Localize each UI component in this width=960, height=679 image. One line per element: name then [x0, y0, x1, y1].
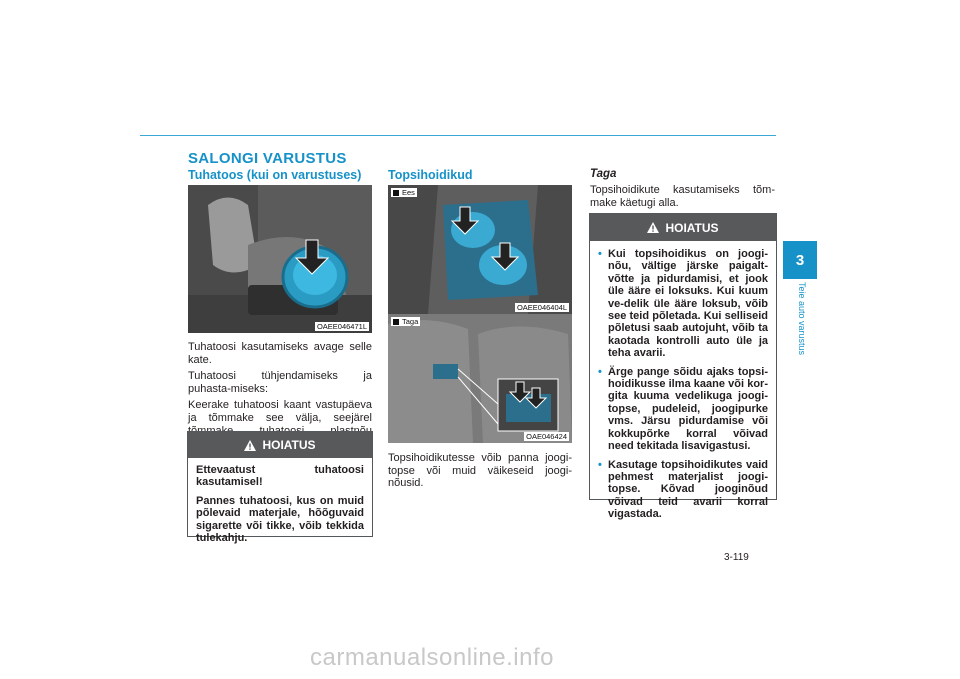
- warning-triangle-icon: [647, 222, 659, 233]
- warning-lead: Ettevaatust tuhatoosi kasutamisel!: [196, 464, 364, 489]
- warning-body: [590, 241, 776, 535]
- cupholder-warning-box: [589, 213, 777, 521]
- warning-header: [590, 214, 776, 241]
- ashtray-paragraph-1: Tuhatoosi kasutamiseks avage selle kate.: [188, 341, 372, 366]
- rear-heading: Taga: [590, 168, 617, 180]
- front-photo-code: OAEE046404L: [516, 303, 567, 312]
- chapter-label: [787, 282, 813, 372]
- front-cupholder-illustration: [388, 185, 572, 314]
- section-title: SALONGI VARUSTUS: [188, 150, 347, 167]
- cupholder-heading: Topsihoidikud: [388, 168, 473, 182]
- warning-bullet-2: • Ärge pange sõidu ajaks topsi-hoidikusse ilma kaane või kor-gita kuuma vedelikuga joogi-topse, pudeleid, joogipurke vms. Järsu pidurdamise või kokkupõrke korral võivad need tekitada lisavigastusi.: [598, 366, 768, 453]
- header-rule: [140, 135, 776, 136]
- page-number: 3-119: [724, 552, 749, 563]
- warning-list: [598, 248, 768, 521]
- ashtray-paragraph-3: Keerake tuhatoosi kaant vastupäeva ja tõmmake see välja, seejärel: [188, 399, 372, 424]
- rear-tag: [391, 317, 420, 326]
- warning-title: HOIATUS: [262, 438, 316, 452]
- ashtray-paragraph-2: Tuhatoosi tühjendamiseks ja puhasta-miseks:: [188, 370, 372, 395]
- ashtray-warning-box: [187, 431, 373, 545]
- warning-title: HOIATUS: [665, 220, 719, 235]
- warning-bullet-1: • Kui topsihoidikus on joogi-nõu, vältige järske paigalt-võtte ja pidurdamisi, et jook üle ääre ei loksuks. Kui kuum ve-delik üle ääre loksub, võib see teid põletada. Kui selliseid põletusi saab autojuht, võib ta kaotada kontrolli auto üle ja teha avarii.: [598, 248, 768, 360]
- warning-bullet-3: • Kasutage topsihoidikutes vaid pehmest materjalist joogi-topse. Kõvad jooginõud võivad teid avarii korral vigastada.: [598, 459, 768, 521]
- warning-triangle-icon: [244, 440, 256, 451]
- ashtray-photo-code: OAEE046471L: [316, 322, 367, 331]
- rear-cupholder-photo: [388, 314, 572, 443]
- rear-cupholder-illustration: [388, 314, 572, 443]
- rear-tag-label: Taga: [402, 317, 419, 326]
- watermark: carmanualsonline.info: [310, 644, 554, 671]
- ashtray-illustration: [188, 185, 372, 333]
- ashtray-heading: Tuhatoos (kui on varustuses): [188, 168, 362, 182]
- warning-text: Pannes tuhatoosi, kus on muid põlevaid materjale, hõõguvaid sigarette või tikke, võib tekkida tulekahju.: [196, 494, 364, 545]
- front-tag-label: Ees: [402, 188, 415, 197]
- warning-header: [188, 432, 372, 458]
- chapter-tab: 3: [783, 241, 817, 279]
- front-tag: [391, 188, 417, 197]
- ashtray-photo: [188, 185, 372, 333]
- rear-photo-code: OAE046424: [526, 432, 567, 441]
- square-icon: [393, 190, 399, 196]
- rear-text: Topsihoidikute kasutamiseks tõm-make käetugi alla.: [590, 184, 775, 209]
- cupholder-text: Topsihoidikutesse võib panna joogi-topse või muid väikeseid joogi-nõusid.: [388, 452, 572, 490]
- chapter-label-text: Teie auto varustus: [797, 282, 807, 356]
- square-icon: [393, 319, 399, 325]
- warning-body: [188, 458, 372, 558]
- front-cupholder-photo: [388, 185, 572, 314]
